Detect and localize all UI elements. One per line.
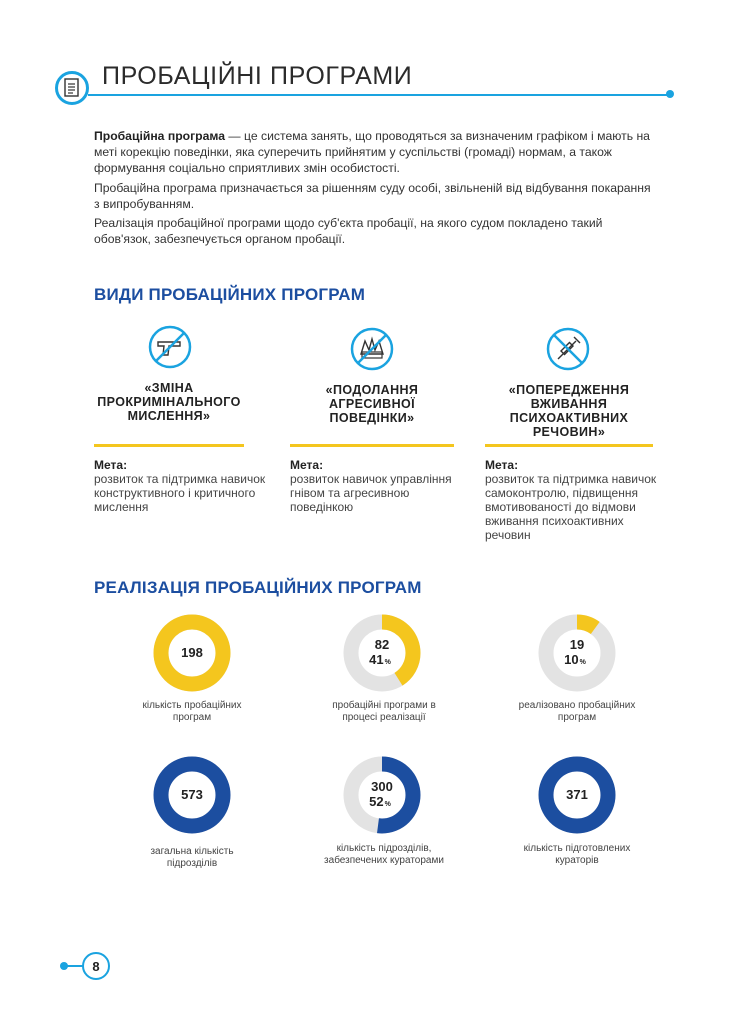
donut-caption-2: пробаційні програми в процесі реалізації <box>332 700 436 723</box>
donut-chart-5 <box>343 756 421 834</box>
program-divider-2 <box>290 444 454 447</box>
program-title-2: «ПОДОЛАННЯ АГРЕСИВНОЇ ПОВЕДІНКИ» <box>325 383 419 425</box>
types-section-title: ВИДИ ПРОБАЦІЙНИХ ПРОГРАМ <box>94 285 366 304</box>
no-gun-icon <box>147 324 193 370</box>
impl-section-title: РЕАЛІЗАЦІЯ ПРОБАЦІЙНИХ ПРОГРАМ <box>94 578 422 597</box>
donut-caption-4: загальна кількість підрозділів <box>150 846 234 869</box>
page-number-dot <box>60 962 68 970</box>
donut-percent-value-3: 10 <box>564 652 579 667</box>
donut-caption-6: кількість підготовлених кураторів <box>523 843 631 866</box>
donut-chart-2 <box>343 614 421 692</box>
program-meta-text-3: розвиток та підтримка навичок самоконтролю, підвищення вмотивованості до відмови вживання психоактивних речовин <box>485 472 657 542</box>
program-meta-text-1: розвиток та підтримка навичок конструктивного і критичного мислення <box>94 472 266 514</box>
donut-caption-5: кількість підрозділів, забезпечених кураторами <box>324 843 444 866</box>
donut-value-5: 300 <box>371 779 393 794</box>
program-title-1: «ЗМІНА ПРОКРИМІНАЛЬНОГО МИСЛЕННЯ» <box>97 381 241 423</box>
no-aggression-icon <box>349 326 395 372</box>
intro-definition: — це система занять, що проводяться за визначеним графіком і мають на меті корекцію поведінки, яка суперечить прийнятим у суспільстві (громаді) нормам, а також формування соціально сприятливих змін особистості. <box>94 129 650 175</box>
donut-value-3: 19 <box>569 637 585 652</box>
donut-chart-1 <box>153 614 231 692</box>
program-title-3: «ПОПЕРЕДЖЕННЯ ВЖИВАННЯ ПСИХОАКТИВНИХ РЕЧОВИН» <box>508 383 630 439</box>
program-meta-label-2: Мета: <box>290 458 324 472</box>
donut-chart-3 <box>538 614 616 692</box>
donut-percent-5 <box>369 794 391 809</box>
page-title: ПРОБАЦІЙНІ ПРОГРАМИ <box>102 62 413 90</box>
donut-value-1: 198 <box>181 645 203 660</box>
donut-percent-2 <box>369 652 391 667</box>
no-syringe-icon <box>545 326 591 372</box>
donut-caption-1: кількість пробаційних програм <box>142 700 242 723</box>
donut-percent-value-5: 52 <box>369 794 384 809</box>
intro-term: Пробаційна програма <box>94 129 226 143</box>
program-divider-3 <box>485 444 653 447</box>
program-meta-label-3: Мета: <box>485 458 519 472</box>
percent-sign: % <box>384 801 391 808</box>
donut-value-2: 82 <box>374 637 390 652</box>
header-rule <box>88 94 668 96</box>
donut-caption-3: реалізовано пробаційних програм <box>518 700 636 723</box>
donut-chart-4 <box>153 756 231 834</box>
program-divider-1 <box>94 444 244 447</box>
percent-sign: % <box>384 659 391 666</box>
intro-paragraph-2: Пробаційна програма призначається за рішенням суду особі, звільненій від відбування покарання з випробуванням. <box>94 181 651 211</box>
donut-value-6: 371 <box>566 787 588 802</box>
document-list-icon <box>55 71 89 105</box>
page-number: 8 <box>82 952 110 980</box>
donut-value-4: 573 <box>181 787 203 802</box>
percent-sign: % <box>579 659 586 666</box>
intro-paragraph-1 <box>94 128 654 176</box>
program-meta-text-2: розвиток навичок управління гнівом та агресивною поведінкою <box>290 472 452 514</box>
donut-percent-value-2: 41 <box>369 652 384 667</box>
intro-paragraph-3: Реалізація пробаційної програми щодо суб'єкта пробації, на якого судом покладено такий обов'язок, забезпечується органом пробації. <box>94 216 603 246</box>
header-rule-dot <box>666 90 674 98</box>
donut-chart-6 <box>538 756 616 834</box>
donut-percent-3 <box>564 652 586 667</box>
program-meta-label-1: Мета: <box>94 458 128 472</box>
